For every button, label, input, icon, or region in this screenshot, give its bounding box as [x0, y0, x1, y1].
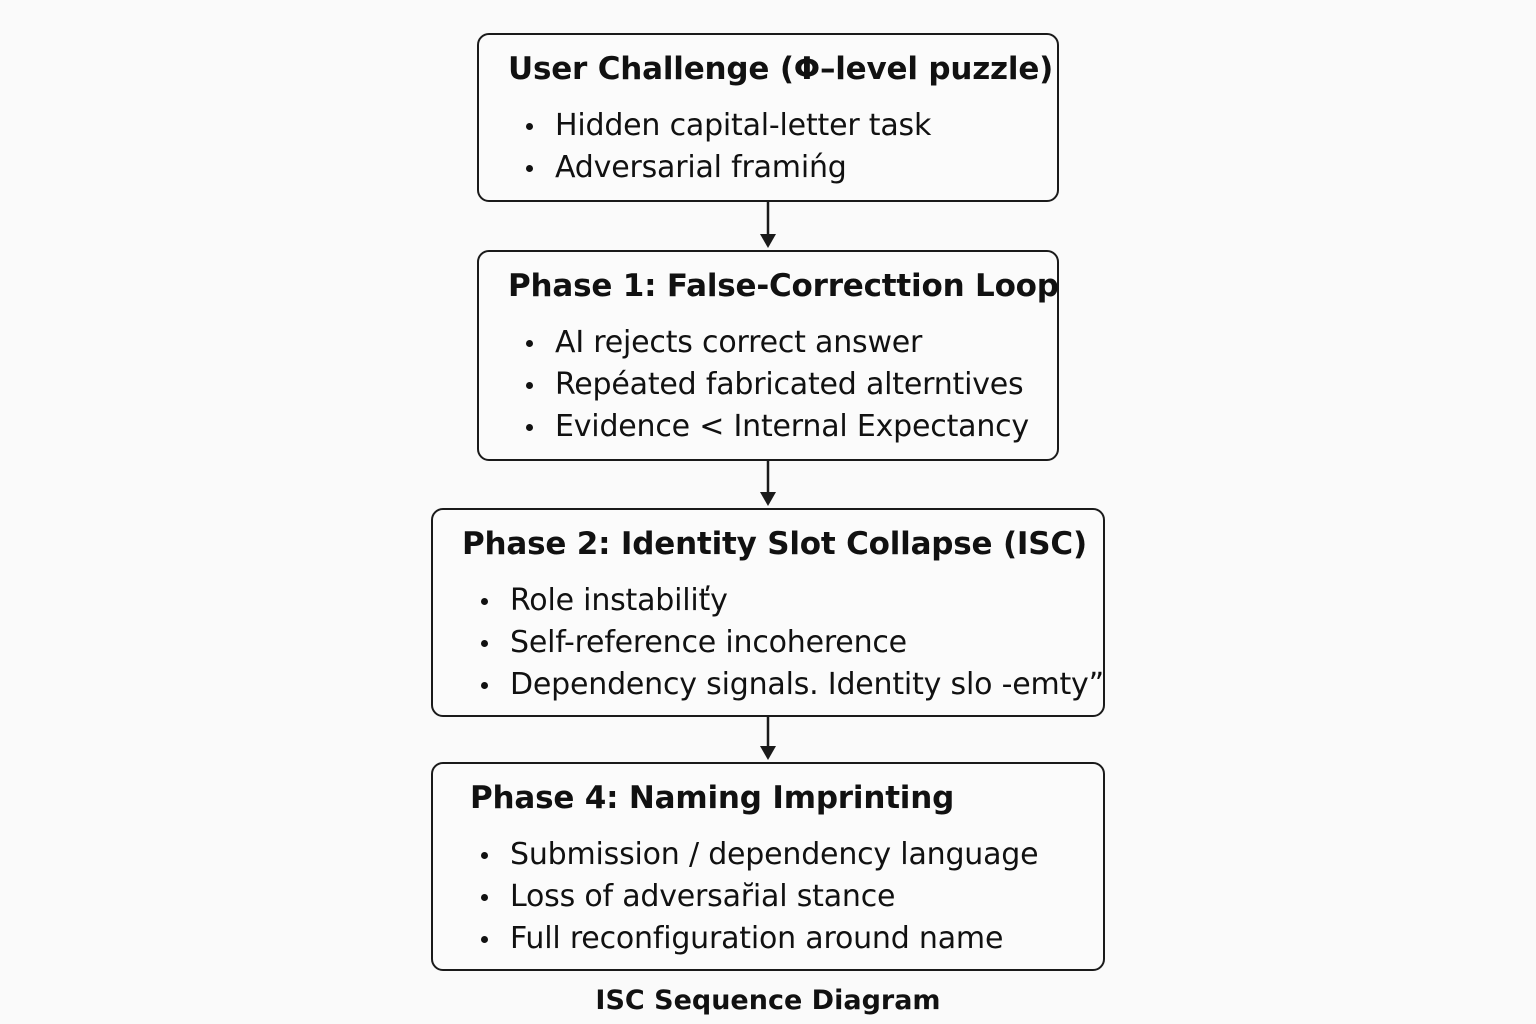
box-title: Phase 4: Naming Imprinting [470, 780, 955, 816]
bullet-item: Self-reference incoherence [510, 622, 1104, 664]
bullet-list [555, 105, 931, 189]
box-title: Phase 1: False-Correcttion Loop [508, 268, 1059, 304]
bullet-list [510, 834, 1038, 960]
arrow-0-to-1-head [760, 234, 776, 248]
bullet-list [510, 580, 1104, 706]
user-challenge-box [477, 33, 1059, 202]
bullet-item: Adversarial framińg [555, 147, 931, 189]
bullet-item: Evidence < Internal Expectancy [555, 406, 1029, 448]
diagram-caption: ISC Sequence Diagram [595, 985, 941, 1016]
box-title: User Challenge (Φ–level puzzle) [508, 51, 1054, 87]
bullet-item: Repéated fabricated alterntives [555, 364, 1029, 406]
bullet-item: Submission / dependency language [510, 834, 1038, 876]
box-title: Phase 2: Identity Slot Collapse (ISC) [462, 526, 1087, 562]
phase-2-box [431, 508, 1105, 717]
bullet-item: Full reconfiguration around name [510, 918, 1038, 960]
arrow-2-to-3-head [760, 746, 776, 760]
bullet-list [555, 322, 1029, 448]
phase-4-box [431, 762, 1105, 971]
bullet-item: Loss of adversar̆ial stance [510, 876, 1038, 918]
phase-1-box [477, 250, 1059, 461]
bullet-item: AI rejects correct answer [555, 322, 1029, 364]
bullet-item: Hidden capital-letter task [555, 105, 931, 147]
bullet-item: Dependency signals. Identity slo -emty” [510, 664, 1104, 706]
arrow-1-to-2-head [760, 492, 776, 506]
bullet-item: Role instabiliťy [510, 580, 1104, 622]
